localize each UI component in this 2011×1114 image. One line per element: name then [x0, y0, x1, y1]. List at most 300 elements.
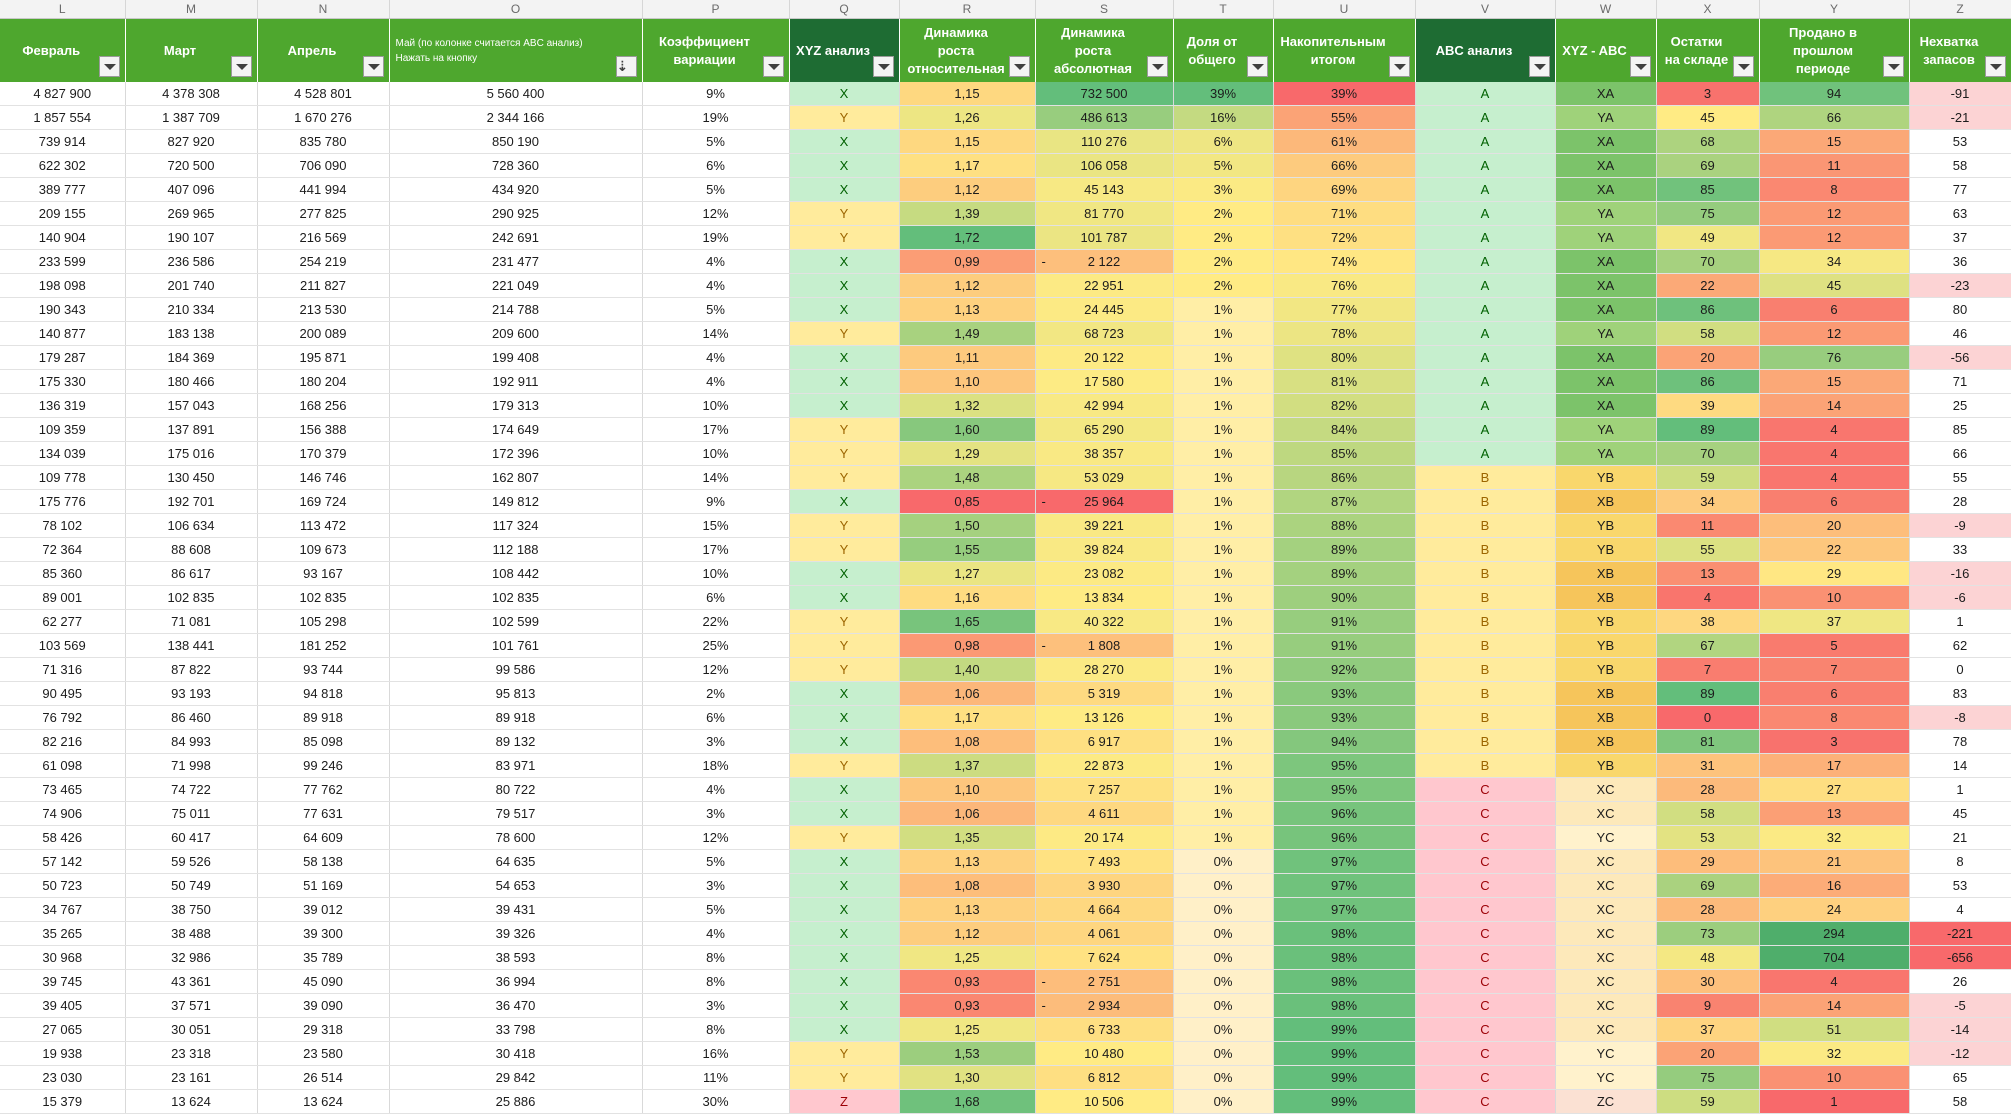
cell-v[interactable]: A	[1415, 202, 1555, 226]
cell-p[interactable]: 4%	[642, 922, 789, 946]
cell-p[interactable]: 5%	[642, 178, 789, 202]
cell-t[interactable]: 1%	[1173, 778, 1273, 802]
cell-t[interactable]: 0%	[1173, 1090, 1273, 1114]
cell-w[interactable]: YA	[1555, 106, 1656, 130]
cell-l[interactable]: 190 343	[0, 298, 125, 322]
cell-n[interactable]: 99 246	[257, 754, 389, 778]
cell-l[interactable]: 103 569	[0, 634, 125, 658]
cell-o[interactable]: 162 807	[389, 466, 642, 490]
cell-w[interactable]: XA	[1555, 370, 1656, 394]
cell-z[interactable]: 28	[1909, 490, 2011, 514]
cell-u[interactable]: 39%	[1273, 82, 1415, 106]
cell-q[interactable]: Y	[789, 634, 899, 658]
cell-p[interactable]: 25%	[642, 634, 789, 658]
column-letter-s[interactable]: S	[1035, 0, 1173, 19]
cell-s[interactable]: 110 276	[1035, 130, 1173, 154]
cell-m[interactable]: 88 608	[125, 538, 257, 562]
cell-w[interactable]: XC	[1555, 898, 1656, 922]
cell-x[interactable]: 69	[1656, 874, 1759, 898]
column-letter-p[interactable]: P	[642, 0, 789, 19]
cell-t[interactable]: 1%	[1173, 346, 1273, 370]
cell-v[interactable]: B	[1415, 490, 1555, 514]
cell-q[interactable]: X	[789, 250, 899, 274]
cell-q[interactable]: Y	[789, 466, 899, 490]
cell-q[interactable]: X	[789, 946, 899, 970]
cell-w[interactable]: XB	[1555, 706, 1656, 730]
cell-s[interactable]: 13 834	[1035, 586, 1173, 610]
cell-r[interactable]: 1,49	[899, 322, 1035, 346]
cell-m[interactable]: 720 500	[125, 154, 257, 178]
cell-z[interactable]: -6	[1909, 586, 2011, 610]
cell-m[interactable]: 43 361	[125, 970, 257, 994]
cell-n[interactable]: 35 789	[257, 946, 389, 970]
cell-l[interactable]: 85 360	[0, 562, 125, 586]
cell-y[interactable]: 45	[1759, 274, 1909, 298]
cell-w[interactable]: YB	[1555, 634, 1656, 658]
cell-y[interactable]: 21	[1759, 850, 1909, 874]
cell-s[interactable]: 7 257	[1035, 778, 1173, 802]
cell-r[interactable]: 1,35	[899, 826, 1035, 850]
cell-w[interactable]: XB	[1555, 562, 1656, 586]
cell-l[interactable]: 39 405	[0, 994, 125, 1018]
cell-v[interactable]: A	[1415, 274, 1555, 298]
cell-t[interactable]: 0%	[1173, 874, 1273, 898]
cell-y[interactable]: 13	[1759, 802, 1909, 826]
cell-z[interactable]: -9	[1909, 514, 2011, 538]
cell-n[interactable]: 216 569	[257, 226, 389, 250]
cell-s[interactable]: 23 082	[1035, 562, 1173, 586]
cell-y[interactable]: 32	[1759, 1042, 1909, 1066]
cell-s[interactable]: 65 290	[1035, 418, 1173, 442]
cell-r[interactable]: 1,12	[899, 178, 1035, 202]
cell-s[interactable]: 68 723	[1035, 322, 1173, 346]
cell-p[interactable]: 3%	[642, 730, 789, 754]
cell-q[interactable]: X	[789, 898, 899, 922]
cell-z[interactable]: 55	[1909, 466, 2011, 490]
cell-n[interactable]: 1 670 276	[257, 106, 389, 130]
cell-q[interactable]: Y	[789, 226, 899, 250]
cell-o[interactable]: 95 813	[389, 682, 642, 706]
cell-z[interactable]: 8	[1909, 850, 2011, 874]
cell-t[interactable]: 1%	[1173, 514, 1273, 538]
cell-q[interactable]: Y	[789, 202, 899, 226]
cell-w[interactable]: XC	[1555, 874, 1656, 898]
cell-z[interactable]: 45	[1909, 802, 2011, 826]
cell-t[interactable]: 0%	[1173, 970, 1273, 994]
cell-n[interactable]: 254 219	[257, 250, 389, 274]
cell-x[interactable]: 4	[1656, 586, 1759, 610]
cell-n[interactable]: 146 746	[257, 466, 389, 490]
cell-z[interactable]: 14	[1909, 754, 2011, 778]
column-letter-w[interactable]: W	[1555, 0, 1656, 19]
cell-q[interactable]: Y	[789, 106, 899, 130]
cell-q[interactable]: Y	[789, 322, 899, 346]
cell-x[interactable]: 13	[1656, 562, 1759, 586]
cell-n[interactable]: 211 827	[257, 274, 389, 298]
filter-dropdown-icon[interactable]	[1529, 56, 1550, 77]
cell-z[interactable]: 77	[1909, 178, 2011, 202]
cell-z[interactable]: 26	[1909, 970, 2011, 994]
cell-o[interactable]: 149 812	[389, 490, 642, 514]
cell-x[interactable]: 28	[1656, 778, 1759, 802]
cell-m[interactable]: 86 460	[125, 706, 257, 730]
cell-v[interactable]: A	[1415, 394, 1555, 418]
cell-n[interactable]: 706 090	[257, 154, 389, 178]
cell-n[interactable]: 200 089	[257, 322, 389, 346]
cell-u[interactable]: 97%	[1273, 850, 1415, 874]
cell-u[interactable]: 80%	[1273, 346, 1415, 370]
cell-u[interactable]: 77%	[1273, 298, 1415, 322]
cell-v[interactable]: C	[1415, 946, 1555, 970]
cell-u[interactable]: 97%	[1273, 898, 1415, 922]
filter-dropdown-icon[interactable]	[99, 56, 120, 77]
cell-o[interactable]: 214 788	[389, 298, 642, 322]
cell-v[interactable]: B	[1415, 514, 1555, 538]
cell-q[interactable]: X	[789, 394, 899, 418]
cell-y[interactable]: 34	[1759, 250, 1909, 274]
cell-r[interactable]: 1,17	[899, 154, 1035, 178]
cell-q[interactable]: Y	[789, 826, 899, 850]
cell-v[interactable]: B	[1415, 706, 1555, 730]
cell-m[interactable]: 50 749	[125, 874, 257, 898]
cell-n[interactable]: 23 580	[257, 1042, 389, 1066]
cell-z[interactable]: 25	[1909, 394, 2011, 418]
cell-u[interactable]: 76%	[1273, 274, 1415, 298]
cell-m[interactable]: 157 043	[125, 394, 257, 418]
cell-l[interactable]: 179 287	[0, 346, 125, 370]
cell-x[interactable]: 29	[1656, 850, 1759, 874]
cell-y[interactable]: 6	[1759, 682, 1909, 706]
cell-l[interactable]: 389 777	[0, 178, 125, 202]
cell-l[interactable]: 39 745	[0, 970, 125, 994]
column-letter-x[interactable]: X	[1656, 0, 1759, 19]
cell-n[interactable]: 835 780	[257, 130, 389, 154]
cell-o[interactable]: 209 600	[389, 322, 642, 346]
cell-l[interactable]: 209 155	[0, 202, 125, 226]
cell-t[interactable]: 1%	[1173, 490, 1273, 514]
cell-q[interactable]: X	[789, 346, 899, 370]
cell-v[interactable]: C	[1415, 970, 1555, 994]
cell-m[interactable]: 38 488	[125, 922, 257, 946]
column-letter-q[interactable]: Q	[789, 0, 899, 19]
cell-t[interactable]: 0%	[1173, 1042, 1273, 1066]
cell-x[interactable]: 20	[1656, 1042, 1759, 1066]
cell-z[interactable]: 21	[1909, 826, 2011, 850]
cell-w[interactable]: XB	[1555, 682, 1656, 706]
cell-o[interactable]: 102 599	[389, 610, 642, 634]
cell-n[interactable]: 181 252	[257, 634, 389, 658]
cell-o[interactable]: 101 761	[389, 634, 642, 658]
cell-r[interactable]: 0,93	[899, 994, 1035, 1018]
cell-v[interactable]: C	[1415, 802, 1555, 826]
cell-y[interactable]: 37	[1759, 610, 1909, 634]
cell-t[interactable]: 1%	[1173, 610, 1273, 634]
cell-z[interactable]: 0	[1909, 658, 2011, 682]
cell-o[interactable]: 850 190	[389, 130, 642, 154]
cell-x[interactable]: 37	[1656, 1018, 1759, 1042]
cell-q[interactable]: X	[789, 874, 899, 898]
cell-p[interactable]: 19%	[642, 106, 789, 130]
filter-dropdown-icon[interactable]	[1009, 56, 1030, 77]
cell-w[interactable]: ZC	[1555, 1090, 1656, 1114]
cell-m[interactable]: 60 417	[125, 826, 257, 850]
cell-v[interactable]: C	[1415, 1066, 1555, 1090]
cell-p[interactable]: 4%	[642, 778, 789, 802]
cell-u[interactable]: 93%	[1273, 682, 1415, 706]
cell-u[interactable]: 61%	[1273, 130, 1415, 154]
cell-q[interactable]: X	[789, 802, 899, 826]
cell-y[interactable]: 14	[1759, 994, 1909, 1018]
cell-m[interactable]: 71 081	[125, 610, 257, 634]
cell-n[interactable]: 168 256	[257, 394, 389, 418]
cell-l[interactable]: 30 968	[0, 946, 125, 970]
cell-z[interactable]: -16	[1909, 562, 2011, 586]
cell-s[interactable]	[1035, 490, 1173, 514]
cell-r[interactable]: 1,13	[899, 898, 1035, 922]
cell-o[interactable]: 117 324	[389, 514, 642, 538]
cell-m[interactable]: 827 920	[125, 130, 257, 154]
cell-u[interactable]: 97%	[1273, 874, 1415, 898]
cell-p[interactable]: 12%	[642, 658, 789, 682]
cell-n[interactable]: 93 167	[257, 562, 389, 586]
cell-w[interactable]: XC	[1555, 850, 1656, 874]
cell-v[interactable]: C	[1415, 898, 1555, 922]
cell-x[interactable]: 85	[1656, 178, 1759, 202]
cell-m[interactable]: 269 965	[125, 202, 257, 226]
cell-r[interactable]: 1,37	[899, 754, 1035, 778]
cell-r[interactable]: 1,48	[899, 466, 1035, 490]
cell-x[interactable]: 31	[1656, 754, 1759, 778]
cell-p[interactable]: 8%	[642, 946, 789, 970]
cell-x[interactable]: 70	[1656, 442, 1759, 466]
cell-p[interactable]: 5%	[642, 898, 789, 922]
cell-l[interactable]: 50 723	[0, 874, 125, 898]
filter-dropdown-icon[interactable]	[1733, 56, 1754, 77]
cell-z[interactable]: -8	[1909, 706, 2011, 730]
cell-s[interactable]: 6 812	[1035, 1066, 1173, 1090]
cell-t[interactable]: 1%	[1173, 682, 1273, 706]
cell-w[interactable]: XA	[1555, 250, 1656, 274]
cell-o[interactable]: 25 886	[389, 1090, 642, 1114]
cell-w[interactable]: XC	[1555, 922, 1656, 946]
cell-y[interactable]: 4	[1759, 466, 1909, 490]
cell-o[interactable]: 172 396	[389, 442, 642, 466]
cell-u[interactable]: 99%	[1273, 1042, 1415, 1066]
cell-n[interactable]: 39 300	[257, 922, 389, 946]
cell-z[interactable]: -14	[1909, 1018, 2011, 1042]
cell-m[interactable]: 84 993	[125, 730, 257, 754]
cell-x[interactable]: 89	[1656, 418, 1759, 442]
cell-s[interactable]: 22 951	[1035, 274, 1173, 298]
cell-x[interactable]: 30	[1656, 970, 1759, 994]
cell-t[interactable]: 6%	[1173, 130, 1273, 154]
cell-w[interactable]: XC	[1555, 778, 1656, 802]
cell-x[interactable]: 45	[1656, 106, 1759, 130]
cell-v[interactable]: B	[1415, 730, 1555, 754]
filter-dropdown-icon[interactable]	[1630, 56, 1651, 77]
cell-p[interactable]: 18%	[642, 754, 789, 778]
cell-s[interactable]: 732 500	[1035, 82, 1173, 106]
cell-r[interactable]: 1,30	[899, 1066, 1035, 1090]
cell-p[interactable]: 4%	[642, 370, 789, 394]
cell-s[interactable]	[1035, 970, 1173, 994]
cell-p[interactable]: 9%	[642, 82, 789, 106]
cell-n[interactable]: 113 472	[257, 514, 389, 538]
cell-u[interactable]: 94%	[1273, 730, 1415, 754]
cell-n[interactable]: 93 744	[257, 658, 389, 682]
cell-t[interactable]: 1%	[1173, 586, 1273, 610]
cell-v[interactable]: C	[1415, 922, 1555, 946]
cell-t[interactable]: 1%	[1173, 466, 1273, 490]
cell-z[interactable]: 58	[1909, 1090, 2011, 1114]
cell-y[interactable]: 66	[1759, 106, 1909, 130]
cell-m[interactable]: 30 051	[125, 1018, 257, 1042]
cell-p[interactable]: 15%	[642, 514, 789, 538]
cell-o[interactable]: 54 653	[389, 874, 642, 898]
cell-o[interactable]: 5 560 400	[389, 82, 642, 106]
cell-r[interactable]: 1,27	[899, 562, 1035, 586]
cell-n[interactable]: 195 871	[257, 346, 389, 370]
cell-z[interactable]: 33	[1909, 538, 2011, 562]
cell-o[interactable]: 80 722	[389, 778, 642, 802]
cell-z[interactable]: -5	[1909, 994, 2011, 1018]
cell-n[interactable]: 441 994	[257, 178, 389, 202]
cell-r[interactable]: 1,16	[899, 586, 1035, 610]
cell-y[interactable]: 29	[1759, 562, 1909, 586]
cell-q[interactable]: X	[789, 370, 899, 394]
cell-t[interactable]: 2%	[1173, 250, 1273, 274]
cell-w[interactable]: XC	[1555, 994, 1656, 1018]
cell-z[interactable]: 53	[1909, 130, 2011, 154]
cell-s[interactable]: 4 611	[1035, 802, 1173, 826]
cell-x[interactable]: 0	[1656, 706, 1759, 730]
cell-l[interactable]: 78 102	[0, 514, 125, 538]
cell-n[interactable]: 13 624	[257, 1090, 389, 1114]
cell-q[interactable]: X	[789, 490, 899, 514]
cell-x[interactable]: 7	[1656, 658, 1759, 682]
cell-w[interactable]: YB	[1555, 538, 1656, 562]
cell-q[interactable]: X	[789, 130, 899, 154]
cell-p[interactable]: 19%	[642, 226, 789, 250]
cell-y[interactable]: 14	[1759, 394, 1909, 418]
cell-v[interactable]: A	[1415, 370, 1555, 394]
cell-u[interactable]: 55%	[1273, 106, 1415, 130]
cell-r[interactable]: 1,26	[899, 106, 1035, 130]
cell-p[interactable]: 17%	[642, 538, 789, 562]
cell-y[interactable]: 4	[1759, 442, 1909, 466]
cell-s[interactable]: 101 787	[1035, 226, 1173, 250]
cell-m[interactable]: 86 617	[125, 562, 257, 586]
cell-x[interactable]: 39	[1656, 394, 1759, 418]
cell-q[interactable]: Y	[789, 418, 899, 442]
cell-m[interactable]: 23 318	[125, 1042, 257, 1066]
cell-q[interactable]: Y	[789, 610, 899, 634]
cell-x[interactable]: 86	[1656, 370, 1759, 394]
cell-x[interactable]: 59	[1656, 1090, 1759, 1114]
cell-u[interactable]: 99%	[1273, 1066, 1415, 1090]
cell-y[interactable]: 7	[1759, 658, 1909, 682]
cell-z[interactable]: 78	[1909, 730, 2011, 754]
cell-r[interactable]: 0,85	[899, 490, 1035, 514]
cell-w[interactable]: XA	[1555, 154, 1656, 178]
cell-t[interactable]: 3%	[1173, 178, 1273, 202]
cell-w[interactable]: YB	[1555, 514, 1656, 538]
cell-s[interactable]: 24 445	[1035, 298, 1173, 322]
cell-y[interactable]: 27	[1759, 778, 1909, 802]
cell-u[interactable]: 98%	[1273, 994, 1415, 1018]
cell-t[interactable]: 1%	[1173, 442, 1273, 466]
column-letter-m[interactable]: M	[125, 0, 257, 19]
cell-r[interactable]: 1,55	[899, 538, 1035, 562]
cell-t[interactable]: 39%	[1173, 82, 1273, 106]
cell-w[interactable]: YC	[1555, 1042, 1656, 1066]
cell-r[interactable]: 0,98	[899, 634, 1035, 658]
cell-l[interactable]: 71 316	[0, 658, 125, 682]
column-letter-o[interactable]: O	[389, 0, 642, 19]
cell-x[interactable]: 55	[1656, 538, 1759, 562]
cell-m[interactable]: 180 466	[125, 370, 257, 394]
cell-t[interactable]: 5%	[1173, 154, 1273, 178]
cell-r[interactable]: 1,65	[899, 610, 1035, 634]
cell-w[interactable]: YB	[1555, 466, 1656, 490]
cell-n[interactable]: 29 318	[257, 1018, 389, 1042]
cell-r[interactable]: 1,53	[899, 1042, 1035, 1066]
cell-m[interactable]: 75 011	[125, 802, 257, 826]
cell-o[interactable]: 221 049	[389, 274, 642, 298]
cell-w[interactable]: XB	[1555, 730, 1656, 754]
cell-s[interactable]: 40 322	[1035, 610, 1173, 634]
cell-m[interactable]: 1 387 709	[125, 106, 257, 130]
cell-r[interactable]: 0,99	[899, 250, 1035, 274]
cell-o[interactable]: 179 313	[389, 394, 642, 418]
cell-z[interactable]: -656	[1909, 946, 2011, 970]
cell-u[interactable]: 72%	[1273, 226, 1415, 250]
cell-s[interactable]: 20 122	[1035, 346, 1173, 370]
cell-s[interactable]	[1035, 994, 1173, 1018]
cell-u[interactable]: 71%	[1273, 202, 1415, 226]
cell-t[interactable]: 0%	[1173, 994, 1273, 1018]
cell-t[interactable]: 1%	[1173, 658, 1273, 682]
cell-o[interactable]: 192 911	[389, 370, 642, 394]
cell-v[interactable]: C	[1415, 1090, 1555, 1114]
cell-p[interactable]: 4%	[642, 346, 789, 370]
cell-o[interactable]: 89 918	[389, 706, 642, 730]
cell-y[interactable]: 22	[1759, 538, 1909, 562]
cell-q[interactable]: Z	[789, 1090, 899, 1114]
cell-n[interactable]: 180 204	[257, 370, 389, 394]
cell-x[interactable]: 75	[1656, 202, 1759, 226]
cell-x[interactable]: 38	[1656, 610, 1759, 634]
cell-o[interactable]: 64 635	[389, 850, 642, 874]
cell-p[interactable]: 16%	[642, 1042, 789, 1066]
cell-v[interactable]: B	[1415, 586, 1555, 610]
cell-v[interactable]: A	[1415, 298, 1555, 322]
column-letter-r[interactable]: R	[899, 0, 1035, 19]
cell-s[interactable]: 10 506	[1035, 1090, 1173, 1114]
cell-n[interactable]: 109 673	[257, 538, 389, 562]
cell-y[interactable]: 24	[1759, 898, 1909, 922]
cell-z[interactable]: 65	[1909, 1066, 2011, 1090]
cell-w[interactable]: XA	[1555, 274, 1656, 298]
cell-r[interactable]: 1,60	[899, 418, 1035, 442]
cell-r[interactable]: 1,15	[899, 82, 1035, 106]
cell-m[interactable]: 192 701	[125, 490, 257, 514]
cell-u[interactable]: 88%	[1273, 514, 1415, 538]
cell-v[interactable]: B	[1415, 610, 1555, 634]
cell-u[interactable]: 91%	[1273, 610, 1415, 634]
cell-n[interactable]: 85 098	[257, 730, 389, 754]
cell-m[interactable]: 23 161	[125, 1066, 257, 1090]
